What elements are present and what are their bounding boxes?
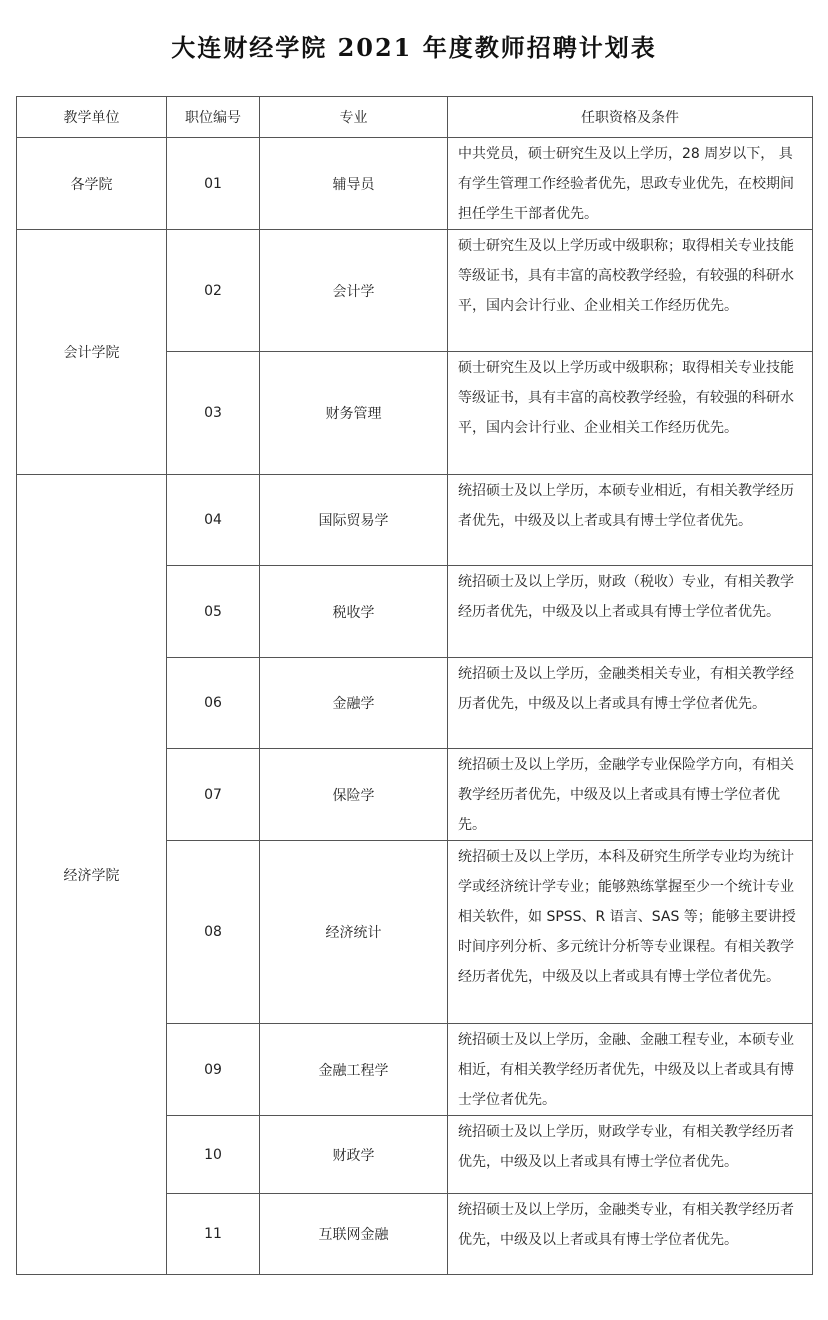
table-row (17, 138, 813, 230)
code-cell: 07 (167, 749, 260, 841)
header-code: 职位编号 (167, 97, 260, 138)
major-cell: 互联网金融 (260, 1194, 448, 1275)
major-cell: 金融工程学 (260, 1024, 448, 1116)
code-cell: 02 (167, 230, 260, 352)
table-row (17, 230, 813, 352)
header-unit: 教学单位 (17, 97, 167, 138)
major-cell: 财政学 (260, 1116, 448, 1194)
code-cell: 01 (167, 138, 260, 230)
code-cell: 11 (167, 1194, 260, 1275)
recruitment-table (16, 96, 813, 1275)
major-cell: 经济统计 (260, 841, 448, 1024)
code-cell: 06 (167, 658, 260, 749)
unit-cell: 经济学院 (17, 475, 167, 1275)
requirement-cell: 统招硕士及以上学历，财政（税收）专业，有相关教学经历者优先，中级及以上者或具有博士学位者优先。 (448, 566, 813, 658)
header-major: 专业 (260, 97, 448, 138)
requirement-cell: 硕士研究生及以上学历或中级职称；取得相关专业技能等级证书，具有丰富的高校教学经验，有较强的科研水平，国内会计行业、企业相关工作经历优先。 (448, 352, 813, 475)
code-cell: 03 (167, 352, 260, 475)
code-cell: 10 (167, 1116, 260, 1194)
major-cell: 保险学 (260, 749, 448, 841)
major-cell: 辅导员 (260, 138, 448, 230)
requirement-cell: 中共党员，硕士研究生及以上学历，28 周岁以下， 具有学生管理工作经验者优先，思政专业优先，在校期间担任学生干部者优先。 (448, 138, 813, 230)
requirement-cell: 统招硕士及以上学历，财政学专业，有相关教学经历者优先，中级及以上者或具有博士学位者优先。 (448, 1116, 813, 1194)
unit-cell: 各学院 (17, 138, 167, 230)
code-cell: 08 (167, 841, 260, 1024)
unit-cell: 会计学院 (17, 230, 167, 475)
requirement-cell: 统招硕士及以上学历，金融学专业保险学方向，有相关教学经历者优先，中级及以上者或具有博士学位者优先。 (448, 749, 813, 841)
requirement-cell: 统招硕士及以上学历，金融类专业，有相关教学经历者优先，中级及以上者或具有博士学位者优先。 (448, 1194, 813, 1275)
major-cell: 会计学 (260, 230, 448, 352)
page-title: 大连财经学院 2021 年度教师招聘计划表 (171, 33, 657, 62)
major-cell: 金融学 (260, 658, 448, 749)
code-cell: 09 (167, 1024, 260, 1116)
major-cell: 国际贸易学 (260, 475, 448, 566)
code-cell: 04 (167, 475, 260, 566)
requirement-cell: 统招硕士及以上学历，本科及研究生所学专业均为统计学或经济统计学专业；能够熟练掌握至少一个统计专业相关软件，如 SPSS、R 语言、SAS 等；能够主要讲授时间序列分析、多元统计分析等专业课程。有相关教学经历者优先，中级及以上者或具有博士学位者优先。 (448, 841, 813, 1024)
requirement-cell: 统招硕士及以上学历，本硕专业相近，有相关教学经历者优先，中级及以上者或具有博士学位者优先。 (448, 475, 813, 566)
requirement-cell: 统招硕士及以上学历，金融类相关专业，有相关教学经历者优先，中级及以上者或具有博士学位者优先。 (448, 658, 813, 749)
header-row (17, 97, 813, 138)
major-cell: 财务管理 (260, 352, 448, 475)
code-cell: 05 (167, 566, 260, 658)
table-row (17, 475, 813, 566)
requirement-cell: 硕士研究生及以上学历或中级职称；取得相关专业技能等级证书，具有丰富的高校教学经验，有较强的科研水平，国内会计行业、企业相关工作经历优先。 (448, 230, 813, 352)
header-requirement: 任职资格及条件 (448, 97, 813, 138)
requirement-cell: 统招硕士及以上学历，金融、金融工程专业，本硕专业相近，有相关教学经历者优先，中级及以上者或具有博士学位者优先。 (448, 1024, 813, 1116)
major-cell: 税收学 (260, 566, 448, 658)
